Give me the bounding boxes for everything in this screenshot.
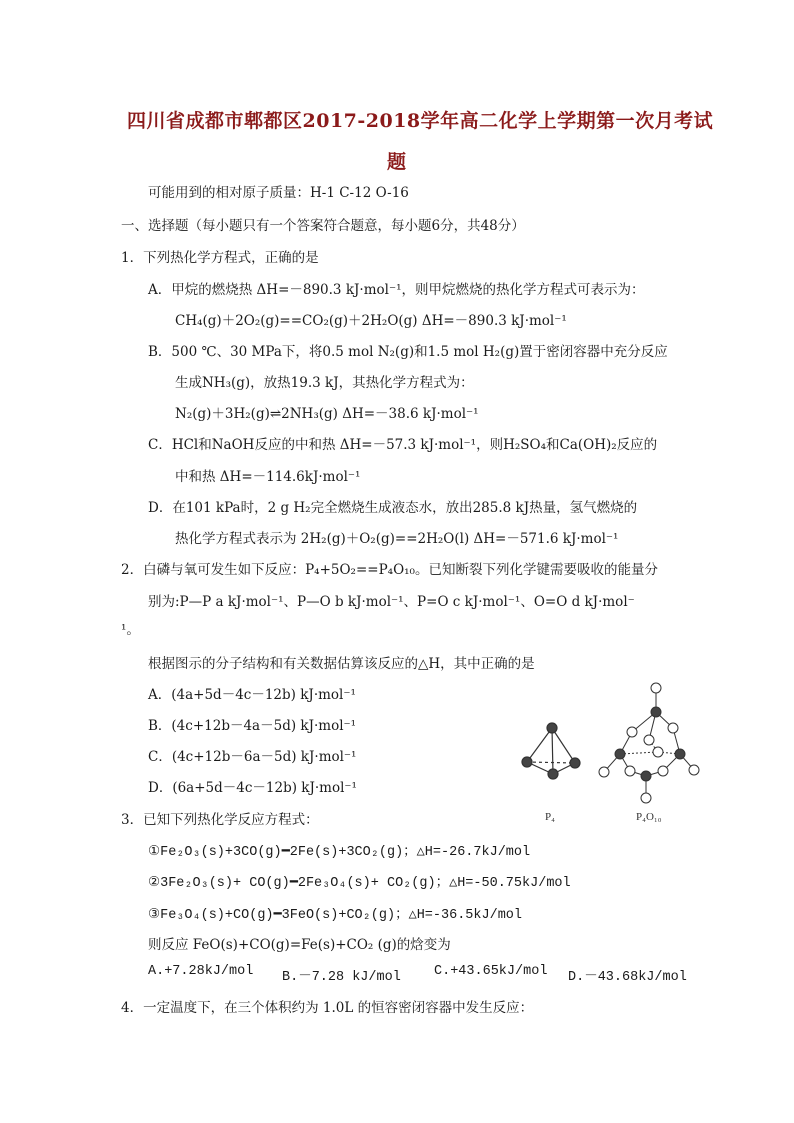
q3-reaction-1: ①Fe₂O₃(s)+3CO(g)━2Fe(s)+3CO₂(g)；△H=-26.7kJ/mol — [148, 845, 531, 860]
p4o10-label: P₄O₁₀ — [636, 811, 662, 823]
q2-option-c: C．(4c+12b－6a－5d) kJ·mol⁻¹ — [148, 749, 357, 765]
section-heading: 一、选择题（每小题只有一个答案符合题意，每小题6分，共48分） — [121, 218, 525, 234]
q3-option-b: B.－7.28 kJ/mol — [282, 970, 401, 985]
q1-option-d-line2: 热化学方程式表示为 2H₂(g)＋O₂(g)==2H₂O(l) ΔH=－571.6 kJ·mol⁻¹ — [175, 531, 619, 547]
q4-stem: 4．一定温度下，在三个体积约为 1.0L 的恒容密闭容器中发生反应： — [121, 1000, 534, 1016]
q1-option-b-line1: B．500 ℃、30 MPa下，将0.5 mol N₂(g)和1.5 mol H₂(g)置于密闭容器中充分反应 — [148, 344, 668, 360]
p4o10-molecule — [599, 683, 699, 803]
q3-reaction-2: ②3Fe₂O₃(s)+ CO(g)━2Fe₃O₄(s)+ CO₂(g)；△H=-50.75kJ/mol — [148, 876, 571, 891]
q3-reaction-3: ③Fe₃O₄(s)+CO(g)━3FeO(s)+CO₂(g)；△H=-36.5kJ/mol — [148, 908, 523, 923]
q1-option-a-line2: CH₄(g)＋2O₂(g)==CO₂(g)＋2H₂O(g) ΔH=－890.3 kJ·mol⁻¹ — [175, 313, 567, 329]
q1-option-b-line3: N₂(g)＋3H₂(g)⇌2NH₃(g) ΔH=－38.6 kJ·mol⁻¹ — [175, 406, 479, 422]
document-title-line1: 四川省成都市郫都区2017-2018学年高二化学上学期第一次月考试 — [127, 110, 714, 132]
q2-stem-line3: ¹。 — [121, 622, 140, 638]
q2-stem-line1: 2．白磷与氧可发生如下反应：P₄+5O₂==P₄O₁₀。已知断裂下列化学键需要吸收的能量分 — [121, 562, 658, 578]
q3-question: 则反应 FeO(s)+CO(g)=Fe(s)+CO₂ (g)的焓变为 — [148, 937, 451, 953]
molecular-structure-figure — [510, 680, 710, 825]
q1-option-c-line2: 中和热 ΔH=－114.6kJ·mol⁻¹ — [175, 469, 361, 485]
q1-option-b-line2: 生成NH₃(g)，放热19.3 kJ，其热化学方程式为： — [175, 375, 474, 391]
q3-option-c: C.+43.65kJ/mol — [434, 964, 548, 979]
q3-option-d: D.－43.68kJ/mol — [568, 970, 687, 985]
document-title-line2: 题 — [387, 151, 407, 173]
q3-stem: 3．已知下列热化学反应方程式： — [121, 812, 319, 828]
p4-label: P₄ — [545, 811, 555, 823]
q2-stem-line4: 根据图示的分子结构和有关数据估算该反应的△H，其中正确的是 — [148, 656, 535, 672]
q1-stem: 1．下列热化学方程式，正确的是 — [121, 250, 319, 266]
q2-option-a: A．(4a+5d－4c－12b) kJ·mol⁻¹ — [148, 687, 356, 703]
q1-option-c-line1: C．HCl和NaOH反应的中和热 ΔH=－57.3 kJ·mol⁻¹，则H₂SO₄和Ca(OH)₂反应的 — [148, 437, 658, 453]
q2-option-b: B．(4c+12b－4a－5d) kJ·mol⁻¹ — [148, 718, 357, 734]
q3-option-a: A.+7.28kJ/mol — [148, 964, 254, 979]
q2-option-d: D．(6a+5d－4c－12b) kJ·mol⁻¹ — [148, 780, 357, 796]
p4-molecule — [522, 723, 580, 779]
q1-option-d-line1: D．在101 kPa时，2 g H₂完全燃烧生成液态水，放出285.8 kJ热量，氢气燃烧的 — [148, 500, 638, 516]
q2-stem-line2: 别为:P—P a kJ·mol⁻¹、P—O b kJ·mol⁻¹、P=O c kJ·mol⁻¹、O=O d kJ·mol⁻ — [148, 594, 635, 610]
atomic-masses: 可能用到的相对原子质量：H-1 C-12 O-16 — [148, 185, 409, 201]
q1-option-a-line1: A．甲烷的燃烧热 ΔH=－890.3 kJ·mol⁻¹，则甲烷燃烧的热化学方程式可表示为： — [148, 282, 645, 298]
